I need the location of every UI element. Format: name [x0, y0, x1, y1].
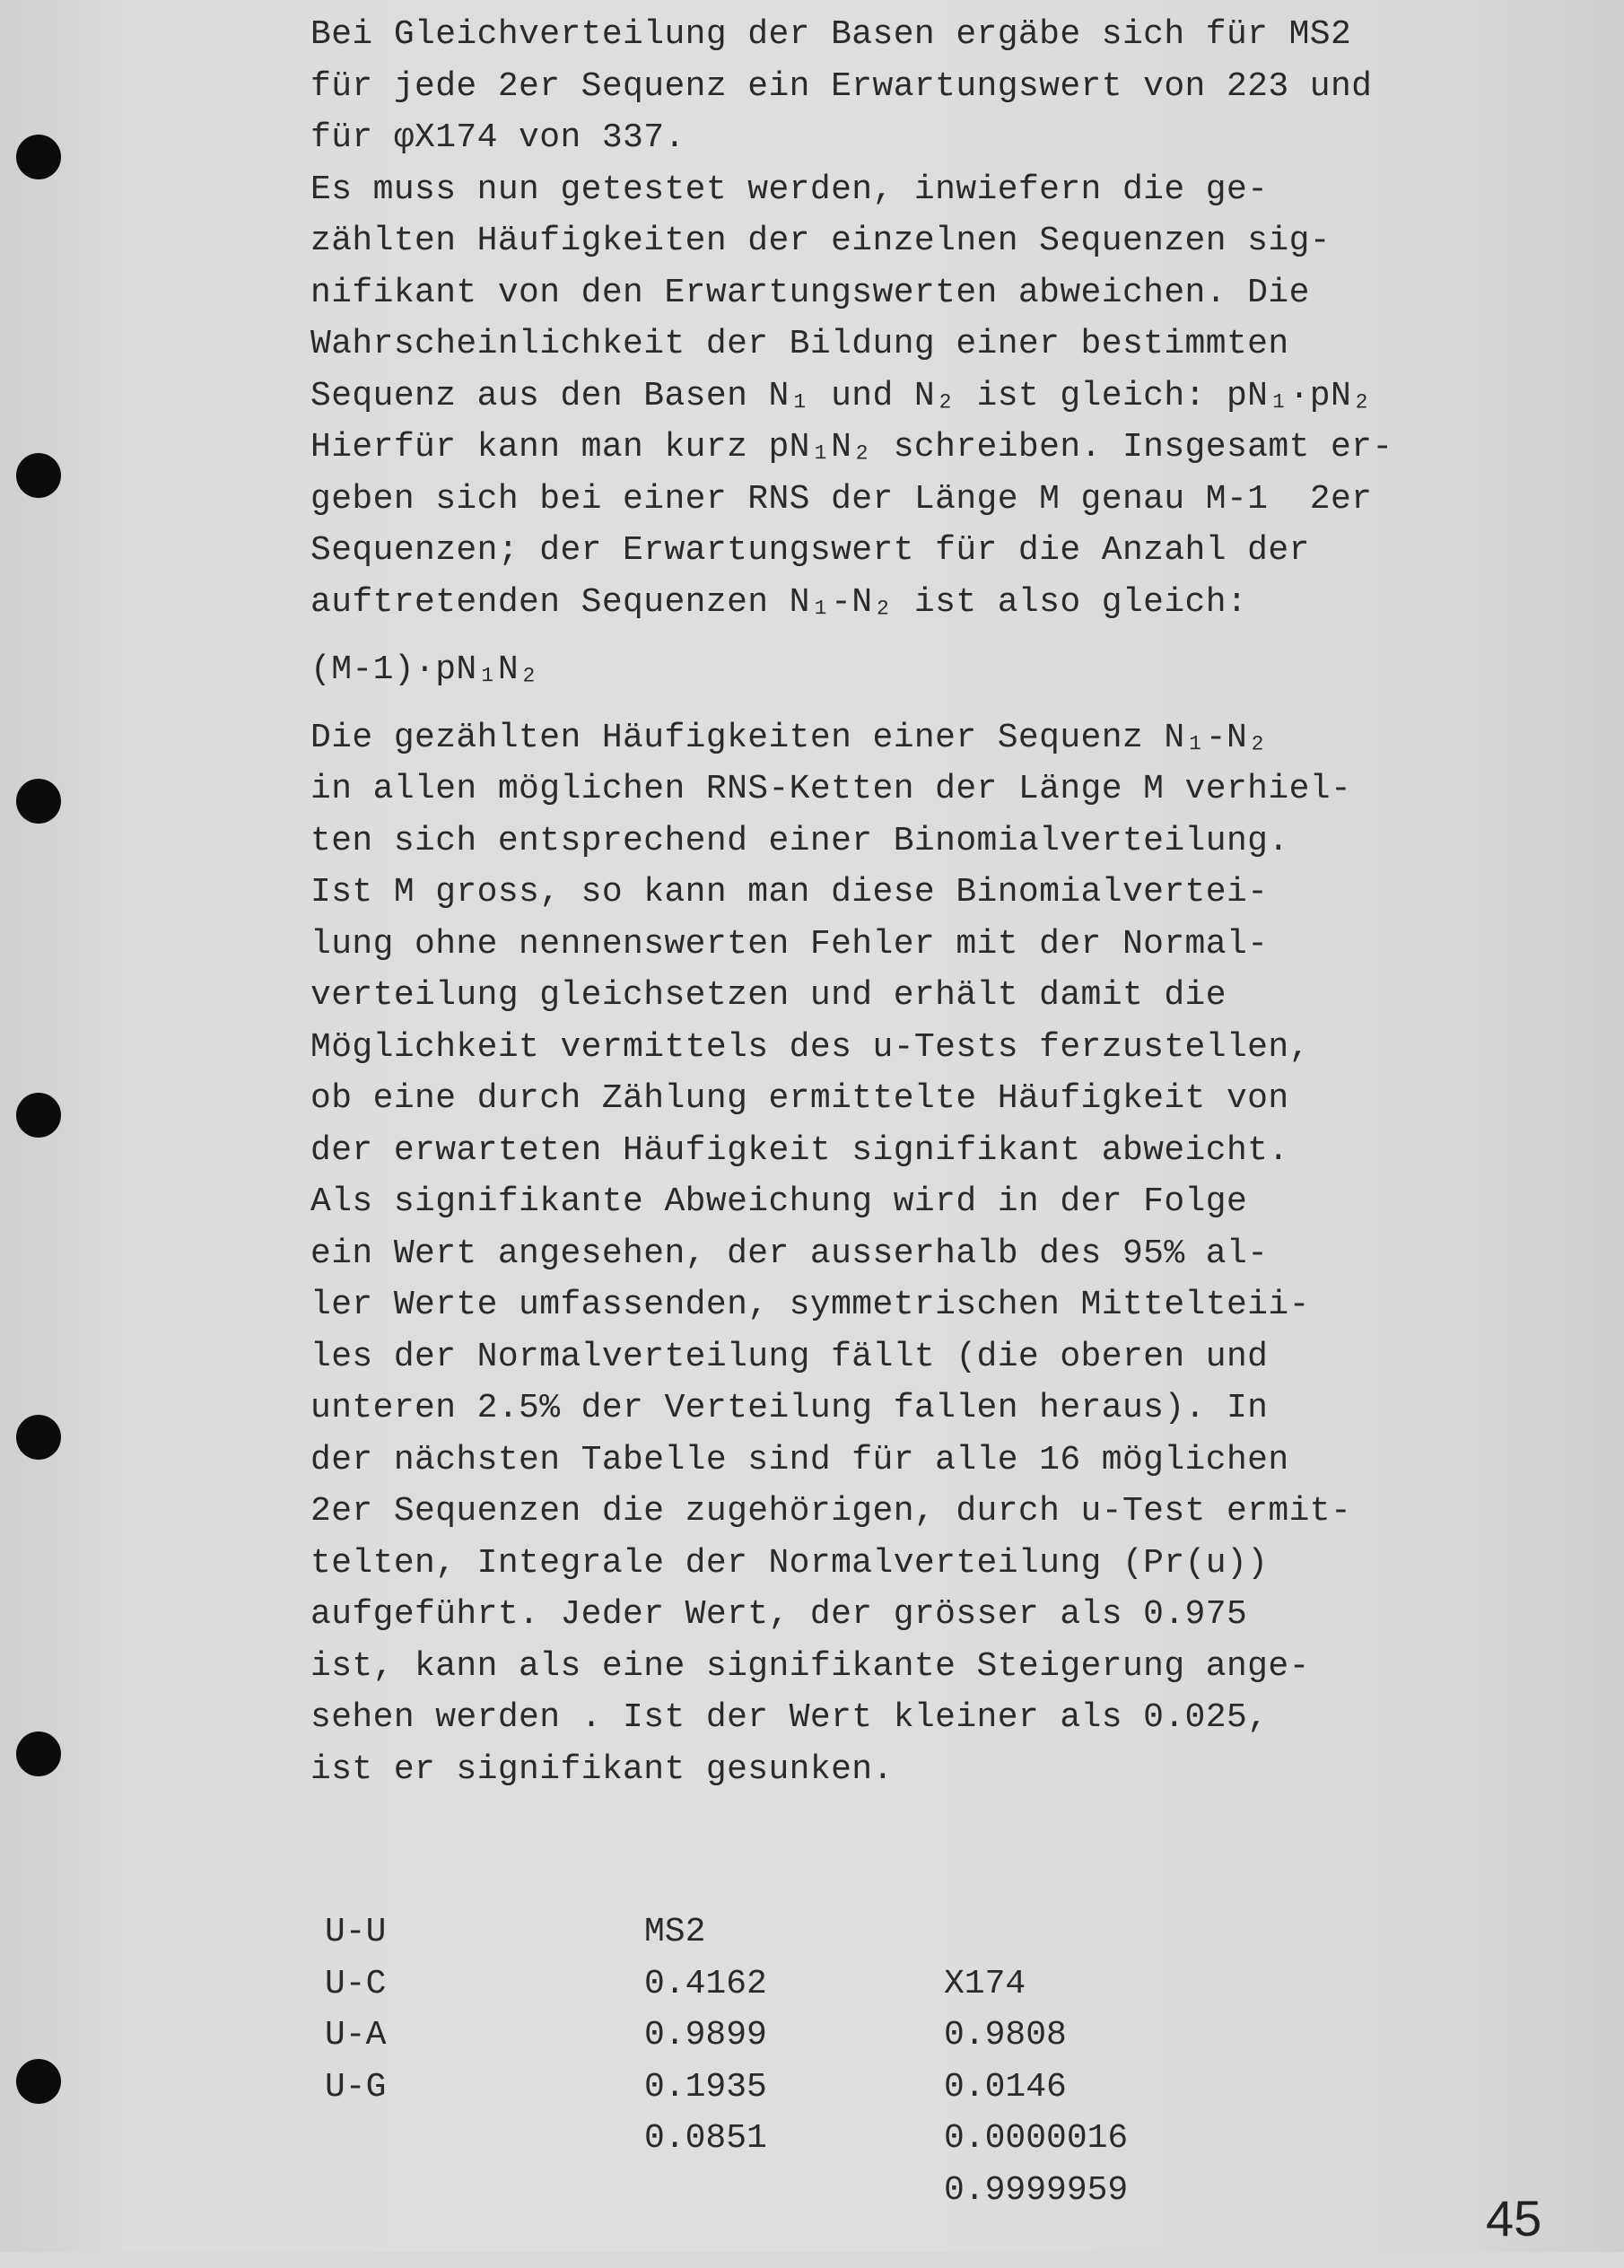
text-line: Sequenzen; der Erwartungswert für die Anzahl der — [310, 531, 1310, 570]
text-line: ob eine durch Zählung ermittelte Häufigkeit von — [310, 1079, 1289, 1118]
text-line: ein Wert angesehen, der ausserhalb des 95% al- — [310, 1234, 1269, 1273]
punch-hole-2 — [16, 453, 61, 498]
text-line: geben sich bei einer RNS der Länge M genau M-1 2er — [310, 479, 1373, 519]
text-line: Bei Gleichverteilung der Basen ergäbe sich für MS2 — [310, 15, 1352, 54]
text-line: sehen werden . Ist der Wert kleiner als 0.025, — [310, 1698, 1269, 1737]
text-line: zählten Häufigkeiten der einzelnen Sequenzen sig- — [310, 222, 1331, 260]
text-line: Die gezählten Häufigkeiten einer Sequenz N₁-N₂ — [310, 718, 1269, 757]
table-cell-x174: 0.0000016 — [944, 2119, 1129, 2158]
text-line: Als signifikante Abweichung wird in der Folge — [310, 1182, 1248, 1221]
text-line: für φX174 von 337. — [310, 118, 685, 157]
table-header-ms2: MS2 — [644, 1913, 706, 1951]
text-line: der erwarteten Häufigkeit signifikant abweicht. — [310, 1130, 1289, 1170]
text-line: verteilung gleichsetzen und erhält damit die — [310, 976, 1227, 1015]
punch-hole-6 — [16, 1732, 61, 1776]
text-line: Möglichkeit vermittels des u-Tests ferzustellen, — [310, 1027, 1310, 1067]
formula-expected-value: (M-1)·pN₁N₂ — [310, 650, 540, 689]
text-line: ler Werte umfassenden, symmetrischen Mittelteii- — [310, 1286, 1310, 1324]
text-line: unteren 2.5% der Verteilung fallen heraus). In — [310, 1389, 1269, 1427]
text-line: Es muss nun getestet werden, inwiefern die ge- — [310, 170, 1269, 209]
text-line: 2er Sequenzen die zugehörigen, durch u-Test ermit- — [310, 1492, 1352, 1531]
text-line: Hierfür kann man kurz pN₁N₂ schreiben. Insgesamt er- — [310, 428, 1393, 467]
punch-hole-7 — [16, 2059, 61, 2104]
table-cell-ms2: 0.4162 — [644, 1964, 767, 2003]
table-cell-x174: 0.9999959 — [944, 2170, 1129, 2210]
table-cell-sequence: U-U — [325, 1913, 387, 1951]
probability-table — [325, 1803, 1222, 2210]
page-number: 45 — [1486, 2190, 1542, 2246]
table-header-x174: X174 — [944, 1964, 1026, 2003]
text-line: telten, Integrale der Normalverteilung (Pr(u)) — [310, 1543, 1269, 1583]
table-cell-ms2: 0.9899 — [644, 2016, 767, 2054]
table-cell-ms2: 0.0851 — [644, 2119, 767, 2158]
text-line: ten sich entsprechend einer Binomialverteilung. — [310, 821, 1289, 860]
table-cell-sequence: U-A — [325, 2016, 387, 2054]
text-line: aufgeführt. Jeder Wert, der grösser als 0.975 — [310, 1595, 1248, 1634]
punch-hole-3 — [16, 779, 61, 824]
text-line: lung ohne nennenswerten Fehler mit der Normal- — [310, 924, 1269, 964]
table-cell-ms2: 0.1935 — [644, 2067, 767, 2107]
text-line: ist, kann als eine signifikante Steigerung ange- — [310, 1646, 1310, 1686]
table-cell-x174: 0.0146 — [944, 2067, 1067, 2107]
table-cell-sequence: U-C — [325, 1964, 387, 2003]
text-line: der nächsten Tabelle sind für alle 16 möglichen — [310, 1440, 1289, 1479]
text-line: Ist M gross, so kann man diese Binomialvertei- — [310, 873, 1269, 912]
punch-hole-5 — [16, 1415, 61, 1460]
body-text — [310, 9, 1477, 1795]
punch-hole-4 — [16, 1093, 61, 1138]
text-line: für jede 2er Sequenz ein Erwartungswert von 223 und — [310, 66, 1373, 106]
text-line: les der Normalverteilung fällt (die oberen und — [310, 1337, 1269, 1376]
text-line: ist er signifikant gesunken. — [310, 1749, 894, 1789]
text-line: auftretenden Sequenzen N₁-N₂ ist also gleich: — [310, 582, 1248, 622]
table-cell-sequence: U-G — [325, 2067, 387, 2107]
text-line: Sequenz aus den Basen N₁ und N₂ ist gleich: pN₁·pN₂ — [310, 376, 1373, 415]
text-line: Wahrscheinlichkeit der Bildung einer bestimmten — [310, 325, 1289, 363]
text-line: nifikant von den Erwartungswerten abweichen. Die — [310, 273, 1310, 312]
punch-hole-1 — [16, 135, 61, 179]
table-cell-x174: 0.9808 — [944, 2016, 1067, 2054]
text-line: in allen möglichen RNS-Ketten der Länge M verhiel- — [310, 770, 1352, 808]
